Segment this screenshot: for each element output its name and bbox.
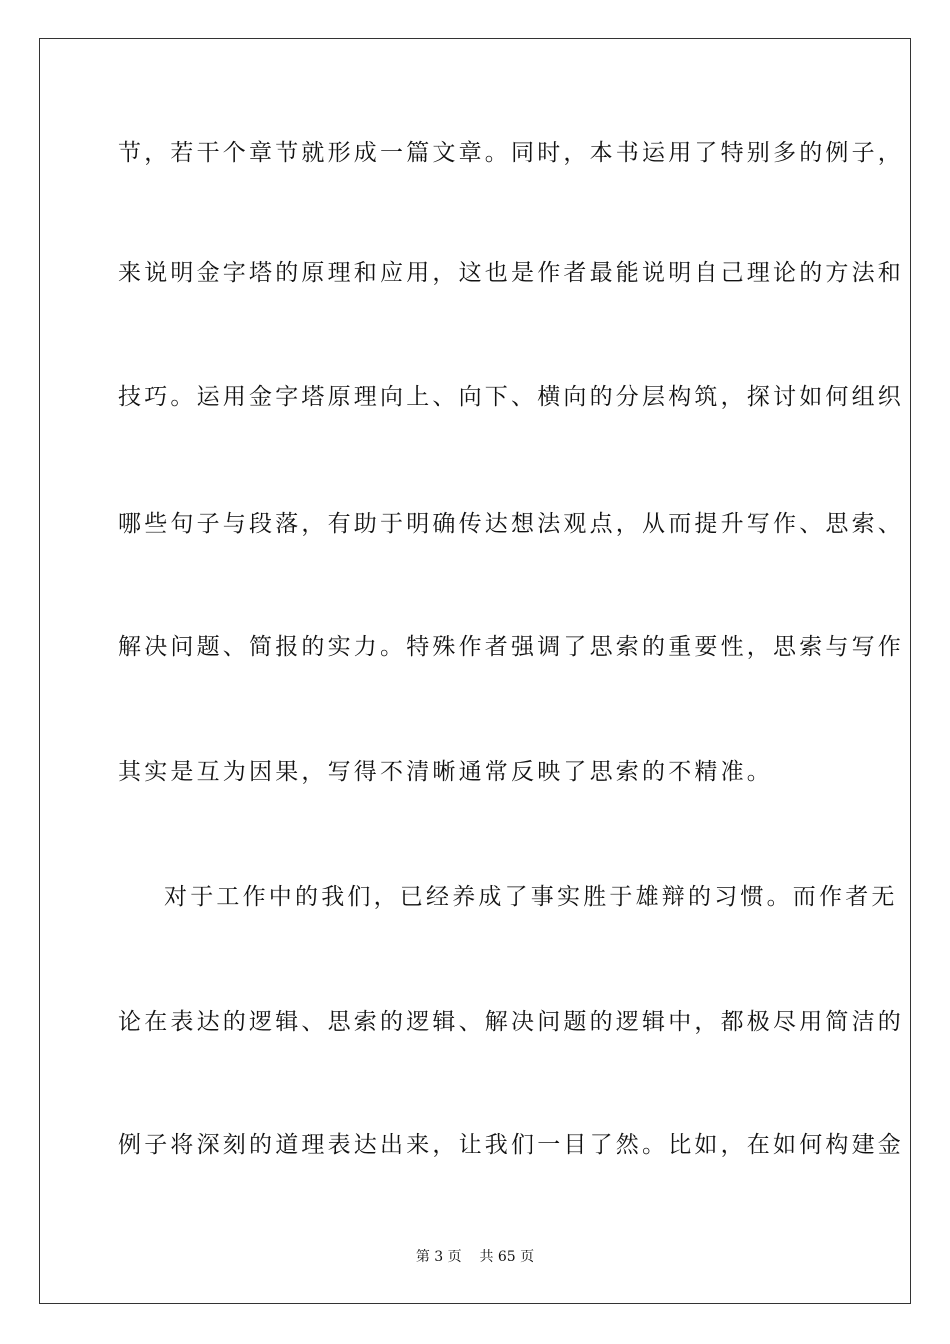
page-number: 第 3 页 (415, 1249, 462, 1265)
text-line-8: 论在表达的逻辑、思索的逻辑、解决问题的逻辑中，都极尽用简洁的 (118, 1009, 904, 1035)
text-line-5: 解决问题、简报的实力。特殊作者强调了思索的重要性，思索与写作 (118, 634, 904, 660)
page-footer (0, 1248, 950, 1266)
text-line-4: 哪些句子与段落，有助于明确传达想法观点，从而提升写作、思索、 (118, 511, 904, 537)
text-line-6: 其实是互为因果，写得不清晰通常反映了思索的不精准。 (118, 759, 773, 785)
text-line-9: 例子将深刻的道理表达出来，让我们一目了然。比如，在如何构建金 (118, 1132, 904, 1158)
text-line-1: 节，若干个章节就形成一篇文章。同时，本书运用了特别多的例子， (118, 140, 904, 166)
page-frame (39, 38, 911, 1304)
page-total: 共 65 页 (479, 1249, 535, 1265)
text-line-2: 来说明金字塔的原理和应用，这也是作者最能说明自己理论的方法和 (118, 260, 904, 286)
text-line-7: 对于工作中的我们，已经养成了事实胜于雄辩的习惯。而作者无 (164, 884, 898, 910)
text-line-3: 技巧。运用金字塔原理向上、向下、横向的分层构筑，探讨如何组织 (118, 384, 904, 410)
